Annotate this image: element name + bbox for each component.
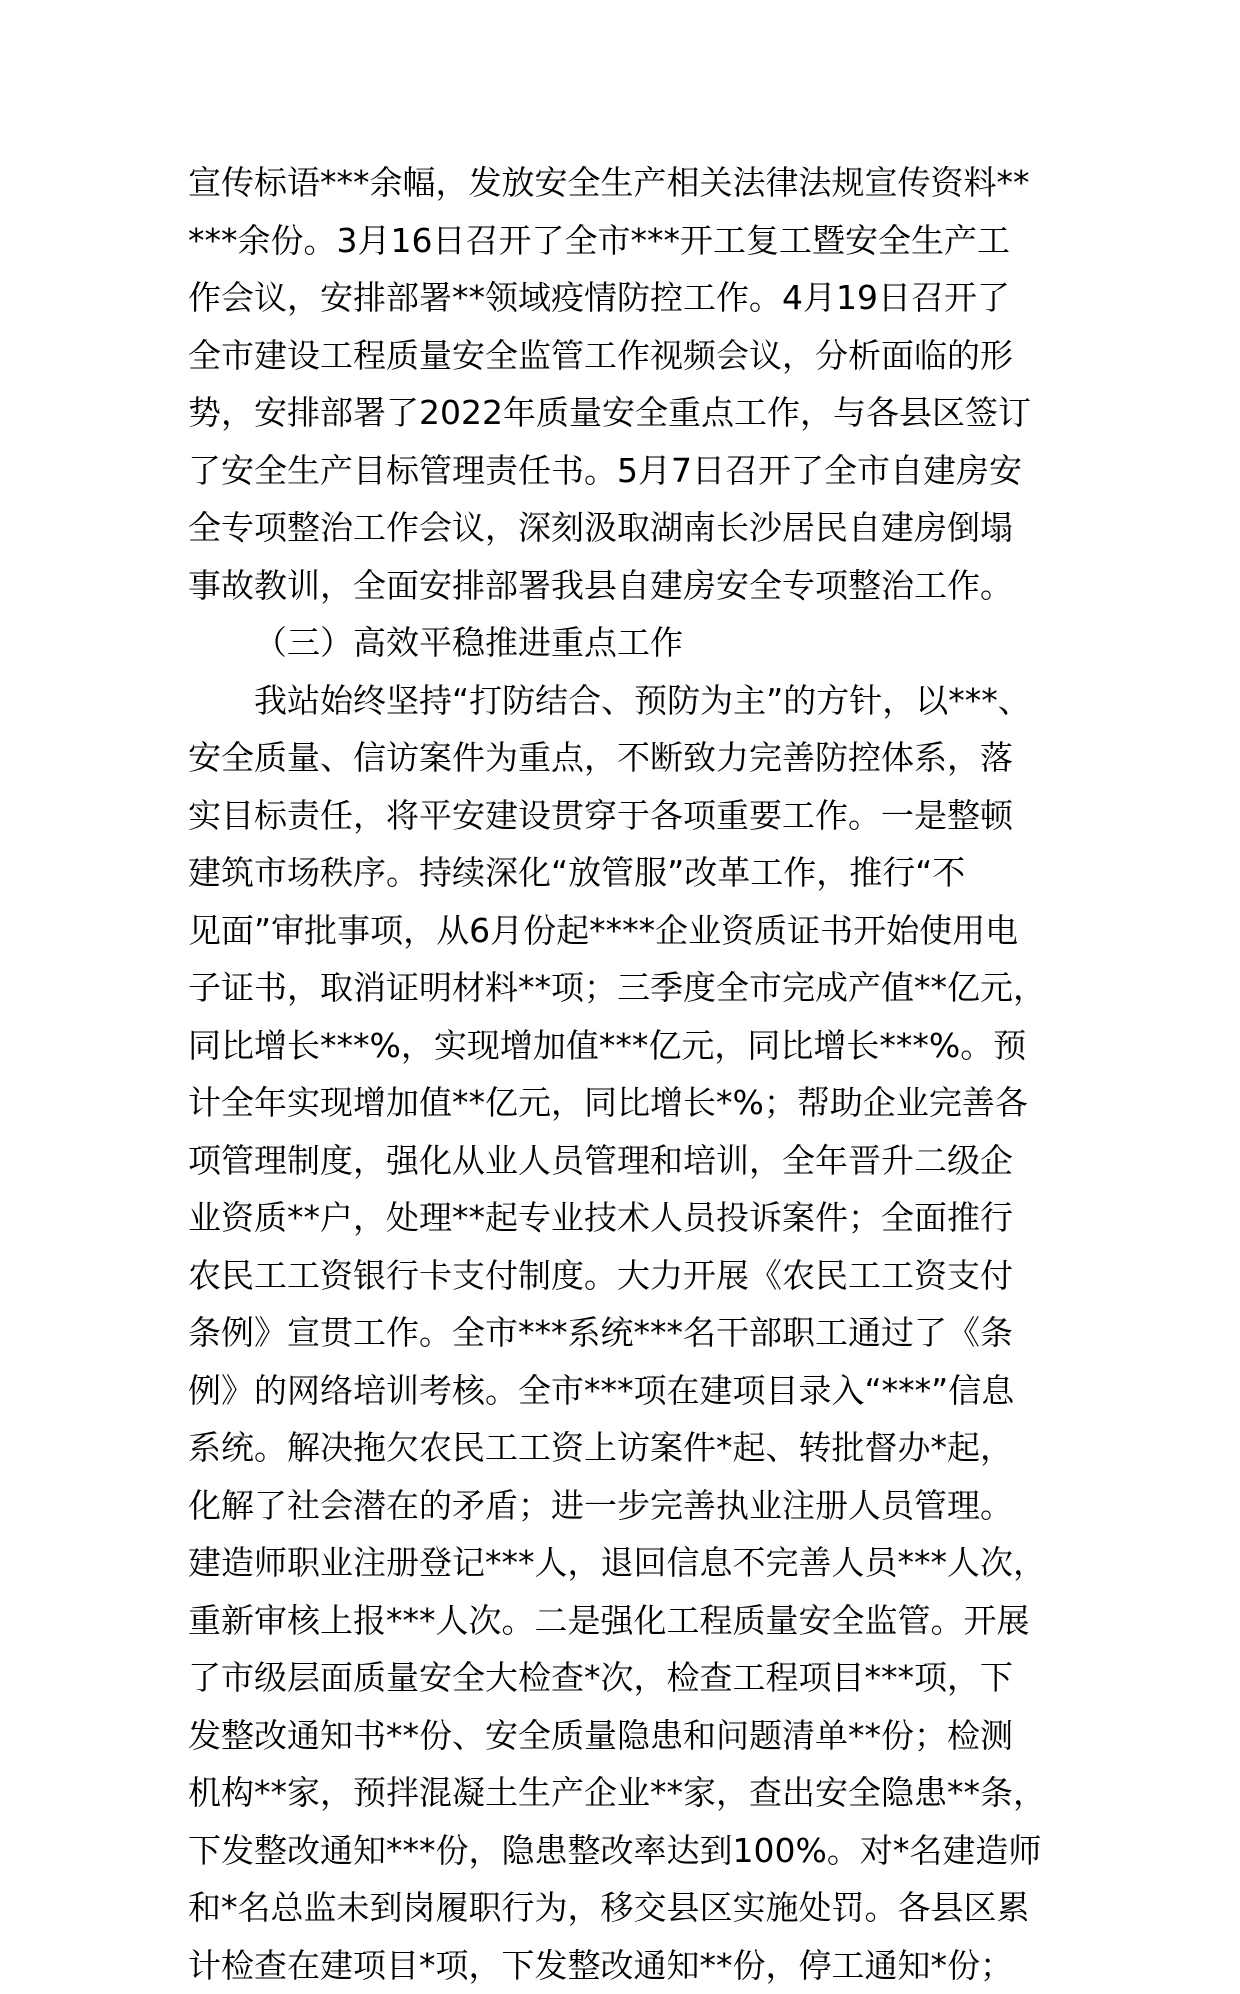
text-line: 子证书，取消证明材料**项；三季度全市完成产值**亿元，: [188, 959, 1068, 1017]
text-line: 和*名总监未到岗履职行为，移交县区实施处罚。各县区累: [188, 1879, 1068, 1937]
text-line: 系统。解决拖欠农民工工资上访案件*起、转批督办*起，: [188, 1419, 1068, 1477]
text-line: 全专项整治工作会议，深刻汲取湖南长沙居民自建房倒塌: [188, 499, 1068, 557]
text-line: 事故教训，全面安排部署我县自建房安全专项整治工作。: [188, 557, 1068, 615]
text-line: 农民工工资银行卡支付制度。大力开展《农民工工资支付: [188, 1247, 1068, 1305]
text-line: 了市级层面质量安全大检查*次，检查工程项目***项，下: [188, 1649, 1068, 1707]
text-line: 机构**家，预拌混凝土生产企业**家，查出安全隐患**条，: [188, 1764, 1068, 1822]
text-line: 发整改通知书**份、安全质量隐患和问题清单**份；检测: [188, 1707, 1068, 1765]
text-line: 全市建设工程质量安全监管工作视频会议，分析面临的形: [188, 327, 1068, 385]
text-line: 建造师职业注册登记***人，退回信息不完善人员***人次，: [188, 1534, 1068, 1592]
text-line: 业资质**户，处理**起专业技术人员投诉案件；全面推行: [188, 1189, 1068, 1247]
text-line: 计检查在建项目*项，下发整改通知**份，停工通知*份；: [188, 1937, 1068, 1994]
text-line: 同比增长***%，实现增加值***亿元，同比增长***%。预: [188, 1017, 1068, 1075]
text-line: 化解了社会潜在的矛盾；进一步完善执业注册人员管理。: [188, 1477, 1068, 1535]
text-line: 宣传标语***余幅，发放安全生产相关法律法规宣传资料**: [188, 154, 1068, 212]
body-text: [188, 154, 1068, 1994]
text-line: 建筑市场秩序。持续深化“放管服”改革工作，推行“不: [188, 844, 1068, 902]
paragraph-first-line: 我站始终坚持“打防结合、预防为主”的方针，以***、: [188, 672, 1068, 730]
text-line: 安全质量、信访案件为重点，不断致力完善防控体系，落: [188, 729, 1068, 787]
text-line: 下发整改通知***份，隐患整改率达到100%。对*名建造师: [188, 1822, 1068, 1880]
text-line: 见面”审批事项，从6月份起****企业资质证书开始使用电: [188, 902, 1068, 960]
text-line: 计全年实现增加值**亿元，同比增长*%；帮助企业完善各: [188, 1074, 1068, 1132]
text-line: 作会议，安排部署**领域疫情防控工作。4月19日召开了: [188, 269, 1068, 327]
text-line: 重新审核上报***人次。二是强化工程质量安全监管。开展: [188, 1592, 1068, 1650]
text-line: 势，安排部署了2022年质量安全重点工作，与各县区签订: [188, 384, 1068, 442]
text-line: 了安全生产目标管理责任书。5月7日召开了全市自建房安: [188, 442, 1068, 500]
text-line: 项管理制度，强化从业人员管理和培训，全年晋升二级企: [188, 1132, 1068, 1190]
text-line: 例》的网络培训考核。全市***项在建项目录入“***”信息: [188, 1362, 1068, 1420]
text-line: 条例》宣贯工作。全市***系统***名干部职工通过了《条: [188, 1304, 1068, 1362]
text-line: 实目标责任，将平安建设贯穿于各项重要工作。一是整顿: [188, 787, 1068, 845]
section-heading: （三）高效平稳推进重点工作: [188, 614, 1068, 672]
text-line: ***余份。3月16日召开了全市***开工复工暨安全生产工: [188, 212, 1068, 270]
